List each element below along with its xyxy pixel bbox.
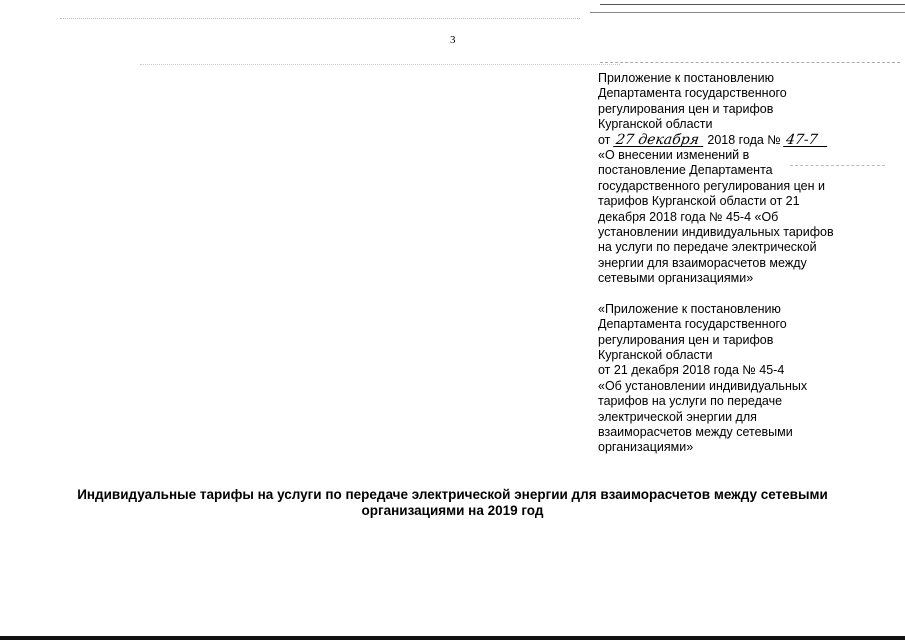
subject-line: тарифов Курганской области от 21	[598, 194, 800, 209]
original-appendix-line: «Приложение к постановлению	[598, 301, 781, 316]
page-number: 3	[450, 34, 456, 46]
title-line: организациями на 2019 год	[361, 503, 544, 518]
original-appendix-line: Департамента государственного	[598, 317, 787, 332]
scan-line	[60, 18, 580, 20]
original-appendix-line: организациями»	[598, 440, 694, 455]
original-appendix-line: регулирования цен и тарифов	[598, 332, 774, 347]
subject-line: на услуги по передаче электрической	[598, 240, 817, 255]
handwritten-date: 27 декабря	[613, 134, 705, 147]
scan-line	[600, 4, 905, 5]
document-title	[60, 487, 845, 519]
scan-artifacts	[0, 0, 905, 22]
appendix-line: регулирования цен и тарифов	[598, 101, 774, 116]
original-appendix-line: взаиморасчетов между сетевыми	[598, 424, 793, 439]
title-line: Индивидуальные тарифы на услуги по передаче электрической энергии для взаиморасчетов между сетевыми	[77, 487, 828, 502]
appendix-date-line	[598, 133, 898, 148]
appendix-line: Приложение к постановлению	[598, 71, 774, 85]
scan-line	[140, 64, 620, 65]
subject-line: государственного регулирования цен и	[598, 178, 825, 193]
appendix-block	[598, 71, 898, 456]
subject-line: установлении индивидуальных тарифов	[598, 225, 834, 240]
date-prefix: от	[598, 132, 611, 147]
original-appendix-line: тарифов на услуги по передаче	[598, 394, 783, 409]
scan-edge	[0, 636, 905, 640]
subject-line: декабря 2018 года № 45-4 «Об	[598, 209, 779, 224]
appendix-line: Департамента государственного	[598, 86, 787, 101]
scan-line	[590, 12, 905, 13]
subject-line: сетевыми организациями»	[598, 271, 754, 286]
subject-line: постановление Департамента	[598, 163, 773, 178]
handwritten-number: 47-7	[783, 134, 829, 147]
original-appendix-line: Курганской области	[598, 347, 713, 362]
appendix-line: Курганской области	[598, 117, 713, 132]
subject-line: «О внесении изменений в	[598, 148, 750, 163]
original-appendix-line: от 21 декабря 2018 года № 45-4	[598, 363, 785, 378]
scan-line	[600, 62, 900, 63]
subject-line: энергии для взаиморасчетов между	[598, 255, 807, 270]
original-appendix-line: «Об установлении индивидуальных	[598, 378, 808, 393]
original-appendix-line: электрической энергии для	[598, 409, 757, 424]
year-text: 2018 года №	[707, 132, 781, 147]
